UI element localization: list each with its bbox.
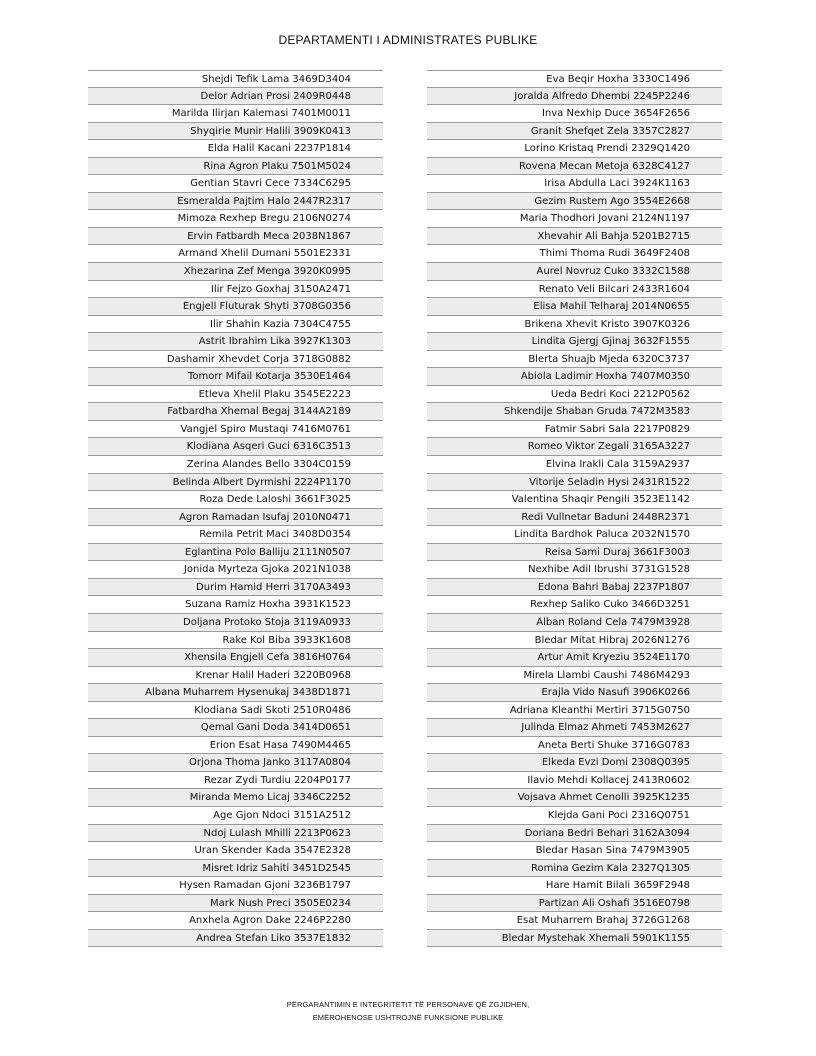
list-item: Vojsava Ahmet Cenolli 3925K1235 xyxy=(427,789,722,807)
list-item: Artur Amit Kryeziu 3524E1170 xyxy=(427,649,722,667)
list-item: Edona Bahri Babaj 2237P1807 xyxy=(427,579,722,597)
list-item: Durim Hamid Herri 3170A3493 xyxy=(88,579,383,597)
list-item: Julinda Elmaz Ahmeti 7453M2627 xyxy=(427,719,722,737)
list-item: Armand Xhelil Dumani 5501E2331 xyxy=(88,245,383,263)
list-item: Reisa Sami Duraj 3661F3003 xyxy=(427,544,722,562)
list-item: Lindita Gjergj Gjinaj 3632F1555 xyxy=(427,333,722,351)
list-item: Miranda Memo Licaj 3346C2252 xyxy=(88,789,383,807)
list-item: Qemal Gani Doda 3414D0651 xyxy=(88,719,383,737)
list-item: Renato Veli Bilcari 2433R1604 xyxy=(427,281,722,299)
list-item: Suzana Ramiz Hoxha 3931K1523 xyxy=(88,596,383,614)
list-item: Misret Idriz Sahiti 3451D2545 xyxy=(88,860,383,878)
list-item: Esat Muharrem Brahaj 3726G1268 xyxy=(427,912,722,930)
list-item: Ilir Shahin Kazia 7304C4755 xyxy=(88,316,383,334)
list-item: Shyqirie Munir Halili 3909K0413 xyxy=(88,123,383,141)
page-title: DEPARTAMENTI I ADMINISTRATES PUBLIKE xyxy=(278,33,538,47)
list-item: Hysen Ramadan Gjoni 3236B1797 xyxy=(88,877,383,895)
list-item: Vitorije Seladin Hysi 2431R1522 xyxy=(427,474,722,492)
list-item: Adriana Kleanthi Mertiri 3715G0750 xyxy=(427,702,722,720)
list-item: Maria Thodhori Jovani 2124N1197 xyxy=(427,210,722,228)
list-item: Shejdi Tefik Lama 3469D3404 xyxy=(88,70,383,88)
list-item: Elvina Irakli Cala 3159A2937 xyxy=(427,456,722,474)
list-item: Joralda Alfredo Dhembi 2245P2246 xyxy=(427,88,722,106)
list-item: Klodiana Asqeri Guci 6316C3513 xyxy=(88,438,383,456)
left-name-list xyxy=(88,70,383,947)
list-item: Romina Gezim Kala 2327Q1305 xyxy=(427,860,722,878)
list-item: Jonida Myrteza Gjoka 2021N1038 xyxy=(88,561,383,579)
list-item: Elisa Mahil Telharaj 2014N0655 xyxy=(427,298,722,316)
list-item: Blerta Shuajb Mjeda 6320C3737 xyxy=(427,351,722,369)
list-item: Marilda Ilirjan Kalemasi 7401M0011 xyxy=(88,105,383,123)
list-item: Bledar Mitat Hibraj 2026N1276 xyxy=(427,632,722,650)
list-item: Erajla Vido Nasufi 3906K0266 xyxy=(427,684,722,702)
list-item: Agron Ramadan Isufaj 2010N0471 xyxy=(88,509,383,527)
list-item: Rina Agron Plaku 7501M5024 xyxy=(88,158,383,176)
list-item: Etleva Xhelil Plaku 3545E2223 xyxy=(88,386,383,404)
list-item: Brikena Xhevit Kristo 3907K0326 xyxy=(427,316,722,334)
list-item: Zerina Alandes Bello 3304C0159 xyxy=(88,456,383,474)
list-item: Rezar Zydi Turdiu 2204P0177 xyxy=(88,772,383,790)
list-item: Doriana Bedri Behari 3162A3094 xyxy=(427,825,722,843)
list-item: Bledar Mystehak Xhemali 5901K1155 xyxy=(427,930,722,948)
list-item: Aurel Novruz Cuko 3332C1588 xyxy=(427,263,722,281)
list-item: Rovena Mecan Metoja 6328C4127 xyxy=(427,158,722,176)
list-item: Age Gjon Ndoci 3151A2512 xyxy=(88,807,383,825)
list-item: Krenar Halil Haderi 3220B0968 xyxy=(88,667,383,685)
footer-line-1: PËRGARANTIMIN E INTEGRITETIT TË PERSONAVE QË ZGJIDHEN, xyxy=(286,1000,530,1009)
list-item: Thimi Thoma Rudi 3649F2408 xyxy=(427,245,722,263)
list-item: Remila Petrit Maci 3408D0354 xyxy=(88,526,383,544)
list-item: Esmeralda Pajtim Halo 2447R2317 xyxy=(88,193,383,211)
list-item: Belinda Albert Dyrmishi 2224P1170 xyxy=(88,474,383,492)
list-item: Andrea Stefan Liko 3537E1832 xyxy=(88,930,383,948)
list-item: Bledar Hasan Sina 7479M3905 xyxy=(427,842,722,860)
list-item: Uran Skender Kada 3547E2328 xyxy=(88,842,383,860)
list-item: Xhensila Engjell Cefa 3816H0764 xyxy=(88,649,383,667)
list-item: Orjona Thoma Janko 3117A0804 xyxy=(88,754,383,772)
list-item: Klodiana Sadi Skoti 2510R0486 xyxy=(88,702,383,720)
list-item: Elkeda Evzi Domi 2308Q0395 xyxy=(427,754,722,772)
list-item: Engjell Fluturak Shyti 3708G0356 xyxy=(88,298,383,316)
list-item: Eglantina Polo Balliju 2111N0507 xyxy=(88,544,383,562)
list-item: Gezim Rustem Ago 3554E2668 xyxy=(427,193,722,211)
list-item: Valentina Shaqir Pengili 3523E1142 xyxy=(427,491,722,509)
list-item: Abiola Ladimir Hoxha 7407M0350 xyxy=(427,368,722,386)
list-item: Erion Esat Hasa 7490M4465 xyxy=(88,737,383,755)
list-item: Albana Muharrem Hysenukaj 3438D1871 xyxy=(88,684,383,702)
list-item: Partizan Ali Oshafi 3516E0798 xyxy=(427,895,722,913)
right-name-list xyxy=(427,70,722,947)
list-item: Lorino Kristaq Prendi 2329Q1420 xyxy=(427,140,722,158)
list-item: Ndoj Lulash Mhilli 2213P0623 xyxy=(88,825,383,843)
list-item: Doljana Protoko Stoja 3119A0933 xyxy=(88,614,383,632)
list-item: Vangjel Spiro Mustaqi 7416M0761 xyxy=(88,421,383,439)
list-item: Ervin Fatbardh Meca 2038N1867 xyxy=(88,228,383,246)
list-item: Alban Roland Cela 7479M3928 xyxy=(427,614,722,632)
list-item: Fatbardha Xhemal Begaj 3144A2189 xyxy=(88,403,383,421)
list-item: Xhevahir Ali Bahja 5201B2715 xyxy=(427,228,722,246)
list-item: Eva Beqir Hoxha 3330C1496 xyxy=(427,70,722,88)
list-item: Ilavio Mehdi Kollacej 2413R0602 xyxy=(427,772,722,790)
list-item: Astrit Ibrahim Lika 3927K1303 xyxy=(88,333,383,351)
list-item: Rake Kol Biba 3933K1608 xyxy=(88,632,383,650)
list-item: Xhezarina Zef Menga 3920K0995 xyxy=(88,263,383,281)
footer xyxy=(0,998,816,1024)
list-item: Fatmir Sabri Sala 2217P0829 xyxy=(427,421,722,439)
footer-line-2: EMËROHENOSE USHTROJNË FUNKSIONE PUBLIKE xyxy=(312,1013,504,1022)
list-item: Inva Nexhip Duce 3654F2656 xyxy=(427,105,722,123)
list-item: Klejda Gani Poci 2316Q0751 xyxy=(427,807,722,825)
list-item: Delor Adrian Prosi 2409R0448 xyxy=(88,88,383,106)
list-item: Mark Nush Preci 3505E0234 xyxy=(88,895,383,913)
list-item: Anxhela Agron Dake 2246P2280 xyxy=(88,912,383,930)
list-item: Dashamir Xhevdet Corja 3718G0882 xyxy=(88,351,383,369)
list-item: Aneta Berti Shuke 3716G0783 xyxy=(427,737,722,755)
list-item: Irisa Abdulla Laci 3924K1163 xyxy=(427,175,722,193)
list-item: Roza Dede Laloshi 3661F3025 xyxy=(88,491,383,509)
list-item: Ilir Fejzo Goxhaj 3150A2471 xyxy=(88,281,383,299)
list-item: Granit Shefqet Zela 3357C2827 xyxy=(427,123,722,141)
list-item: Tomorr Mifail Kotarja 3530E1464 xyxy=(88,368,383,386)
list-item: Romeo Viktor Zegali 3165A3227 xyxy=(427,438,722,456)
list-item: Shkendije Shaban Gruda 7472M3583 xyxy=(427,403,722,421)
list-item: Ueda Bedri Koci 2212P0562 xyxy=(427,386,722,404)
list-item: Lindita Bardhok Paluca 2032N1570 xyxy=(427,526,722,544)
list-item: Elda Halil Kacani 2237P1814 xyxy=(88,140,383,158)
list-item: Mirela Llambi Caushi 7486M4293 xyxy=(427,667,722,685)
list-item: Nexhibe Adil Ibrushi 3731G1528 xyxy=(427,561,722,579)
list-item: Gentian Stavri Cece 7334C6295 xyxy=(88,175,383,193)
list-item: Mimoza Rexhep Bregu 2106N0274 xyxy=(88,210,383,228)
list-item: Redi Vullnetar Baduni 2448R2371 xyxy=(427,509,722,527)
list-item: Rexhep Saliko Cuko 3466D3251 xyxy=(427,596,722,614)
list-item: Hare Hamit Bilali 3659F2948 xyxy=(427,877,722,895)
